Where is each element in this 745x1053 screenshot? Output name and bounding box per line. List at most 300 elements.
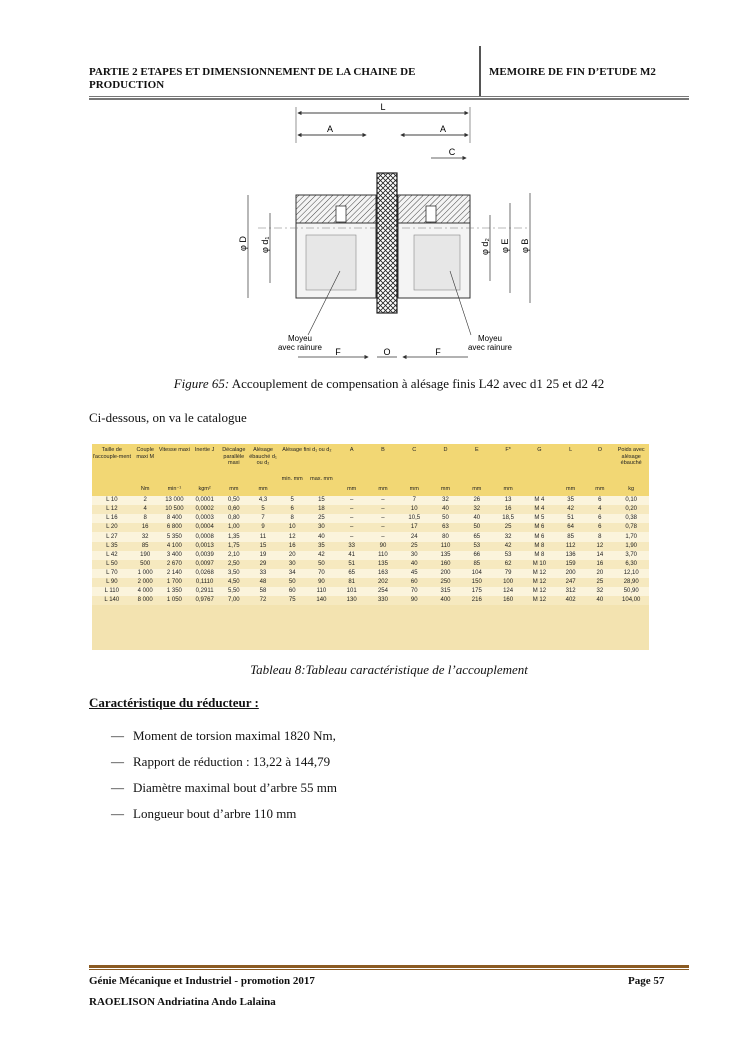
bullet-dash: — — [111, 728, 124, 743]
table-cell: 53 — [461, 542, 492, 551]
table-cell: 16 — [586, 560, 613, 569]
table-cell: 63 — [430, 523, 461, 532]
list-item — [111, 754, 337, 780]
header-rule-thick — [89, 98, 689, 100]
table-cell: 110 — [430, 542, 461, 551]
dim-label-F-right: F — [435, 347, 441, 357]
table-cell: – — [336, 514, 367, 523]
table-cell: 18 — [307, 505, 336, 514]
table-cell: 12,10 — [613, 569, 649, 578]
table-cell: 2,50 — [219, 560, 248, 569]
table-cell: 8 400 — [159, 514, 190, 523]
table-cell: – — [367, 505, 398, 514]
table-cell: 0,0268 — [190, 569, 219, 578]
unit-cell: mm — [461, 482, 492, 496]
table-cell: 1,75 — [219, 542, 248, 551]
table-cell: 50 — [430, 514, 461, 523]
table-cell: 51 — [555, 514, 586, 523]
table-cell: M 12 — [524, 578, 555, 587]
table-cell: 40 — [586, 596, 613, 605]
unit-cell: kg — [613, 482, 649, 496]
table-row — [92, 569, 649, 578]
table-cell: 163 — [367, 569, 398, 578]
table-cell: 28,90 — [613, 578, 649, 587]
table-cell: 5 — [248, 505, 277, 514]
table-cell: 10 — [399, 505, 430, 514]
table-cell: 30 — [307, 523, 336, 532]
table-row — [92, 542, 649, 551]
table-cell: L 42 — [92, 551, 132, 560]
table-cell: L 90 — [92, 578, 132, 587]
figure-caption-prefix: Figure 65: — [173, 376, 230, 391]
table-row — [92, 560, 649, 569]
list-item-text: Rapport de réduction : 13,22 à 144,79 — [133, 754, 331, 769]
table-cell: 0,0013 — [190, 542, 219, 551]
table-cell: 0,0039 — [190, 551, 219, 560]
header-cell: F* — [492, 444, 523, 482]
header-cell: E — [461, 444, 492, 482]
list-item-text: Diamètre maximal bout d’arbre 55 mm — [133, 780, 337, 795]
table-cell: 6 800 — [159, 523, 190, 532]
header-cell: D — [430, 444, 461, 482]
table-cell: 65 — [336, 569, 367, 578]
dim-label-B: φ B — [520, 238, 530, 253]
table-cell: 160 — [430, 560, 461, 569]
table-cell: 70 — [399, 587, 430, 596]
table-cell: – — [367, 496, 398, 505]
table-cell: 45 — [399, 569, 430, 578]
dim-label-d2: φ d₂ — [480, 238, 490, 255]
table-cell: 10,5 — [399, 514, 430, 523]
table-cell: 13 000 — [159, 496, 190, 505]
table-cell: 110 — [367, 551, 398, 560]
table-cell: 14 — [586, 551, 613, 560]
table-row — [92, 523, 649, 532]
table-cell: 20 — [586, 569, 613, 578]
table-cell: 48 — [248, 578, 277, 587]
table-cell: 41 — [336, 551, 367, 560]
table-cell: 110 — [307, 587, 336, 596]
table-cell: L 70 — [92, 569, 132, 578]
table-cell: 34 — [278, 569, 307, 578]
table-cell: 4 — [586, 505, 613, 514]
table-cell: 136 — [555, 551, 586, 560]
table-cell: L 50 — [92, 560, 132, 569]
table-cell: 40 — [307, 532, 336, 541]
table-cell: 5 350 — [159, 532, 190, 541]
table-cell: M 8 — [524, 551, 555, 560]
table-cell: – — [336, 496, 367, 505]
table-cell: 11 — [248, 532, 277, 541]
table-cell: 100 — [492, 578, 523, 587]
table-cell: 42 — [555, 505, 586, 514]
unit-cell: Nm — [132, 482, 159, 496]
table-row — [92, 578, 649, 587]
table-cell: 0,80 — [219, 514, 248, 523]
table-cell: 1 700 — [159, 578, 190, 587]
footer-program: Génie Mécanique et Industriel - promotion 2017 — [89, 975, 315, 987]
header-document-title: MEMOIRE DE FIN D’ETUDE M2 — [489, 66, 656, 78]
table-cell: 4,3 — [248, 496, 277, 505]
table-cell: 104,00 — [613, 596, 649, 605]
table-cell: 20 — [278, 551, 307, 560]
table-cell: L 140 — [92, 596, 132, 605]
table-cell: 202 — [367, 578, 398, 587]
table-cell: 112 — [555, 542, 586, 551]
table-cell: 140 — [307, 596, 336, 605]
table-cell: 32 — [430, 496, 461, 505]
figure-caption — [89, 376, 689, 392]
header-divider — [479, 46, 481, 96]
table-cell: 26 — [461, 496, 492, 505]
table-cell: 50 — [461, 523, 492, 532]
catalog-table-body — [92, 496, 649, 605]
dim-label-F-left: F — [335, 347, 341, 357]
table-cell: 10 500 — [159, 505, 190, 514]
unit-cell — [278, 482, 307, 496]
unit-cell: mm — [219, 482, 248, 496]
table-cell: 25 — [586, 578, 613, 587]
unit-cell — [307, 482, 336, 496]
unit-cell: mm — [367, 482, 398, 496]
catalog-table-container — [92, 444, 649, 650]
table-cell: 5 — [278, 496, 307, 505]
table-cell: 200 — [555, 569, 586, 578]
table-cell: 5,50 — [219, 587, 248, 596]
header-chapter-title: PARTIE 2 ETAPES ET DIMENSIONNEMENT DE LA CHAINE DE PRODUCTION — [89, 66, 416, 91]
table-cell: 0,38 — [613, 514, 649, 523]
table-cell: 6 — [586, 496, 613, 505]
header-cell: Poids avec alésage ébauché — [613, 444, 649, 482]
header-cell: Taille de l'accouple-ment — [92, 444, 132, 482]
unit-cell: mm — [336, 482, 367, 496]
table-cell: – — [367, 532, 398, 541]
table-cell: 30 — [399, 551, 430, 560]
table-cell: 15 — [248, 542, 277, 551]
table-cell: 135 — [430, 551, 461, 560]
table-cell: – — [367, 514, 398, 523]
table-cell: 2 670 — [159, 560, 190, 569]
table-cell: 70 — [307, 569, 336, 578]
table-cell: 12 — [586, 542, 613, 551]
unit-cell: mm — [492, 482, 523, 496]
unit-cell: min⁻¹ — [159, 482, 190, 496]
table-cell: 35 — [307, 542, 336, 551]
table-cell: M 8 — [524, 542, 555, 551]
list-item — [111, 806, 337, 832]
table-cell: 250 — [430, 578, 461, 587]
table-cell: L 110 — [92, 587, 132, 596]
table-cell: 3,50 — [219, 569, 248, 578]
subheader-cell: min. mm — [278, 456, 307, 482]
table-cell: 81 — [336, 578, 367, 587]
table-cell: 7 — [399, 496, 430, 505]
table-row — [92, 532, 649, 541]
table-cell: 500 — [132, 560, 159, 569]
table-cell: 159 — [555, 560, 586, 569]
table-cell: 90 — [307, 578, 336, 587]
footer-page-number: Page 57 — [628, 975, 665, 987]
table-cell: 60 — [278, 587, 307, 596]
unit-cell: mm — [555, 482, 586, 496]
unit-cell: mm — [586, 482, 613, 496]
table-cell: 80 — [430, 532, 461, 541]
table-cell: 72 — [248, 596, 277, 605]
table-cell: – — [336, 505, 367, 514]
table-cell: 1 050 — [159, 596, 190, 605]
table-cell: 51 — [336, 560, 367, 569]
table-cell: 190 — [132, 551, 159, 560]
dim-label-C: C — [448, 147, 456, 157]
header-cell: G — [524, 444, 555, 482]
table-cell: 32 — [586, 587, 613, 596]
table-cell: 19 — [248, 551, 277, 560]
table-cell: 35 — [555, 496, 586, 505]
table-cell: 6,30 — [613, 560, 649, 569]
subheader-cell: max. mm — [307, 456, 336, 482]
header-rule — [89, 96, 689, 97]
table-cell: 150 — [461, 578, 492, 587]
table-cell: 402 — [555, 596, 586, 605]
table-cell: – — [336, 523, 367, 532]
table-cell: 13 — [492, 496, 523, 505]
table-cell: 15 — [307, 496, 336, 505]
table-cell: 104 — [461, 569, 492, 578]
table-cell: 30 — [278, 560, 307, 569]
footer-rule-thick — [89, 965, 689, 968]
table-cell: 0,9767 — [190, 596, 219, 605]
dim-label-d1: φ d₁ — [260, 236, 270, 253]
table-cell: 0,0004 — [190, 523, 219, 532]
dim-label-L: L — [380, 103, 386, 112]
table-cell: 33 — [248, 569, 277, 578]
footer-author: RAOELISON Andriatina Ando Lalaina — [89, 996, 276, 1008]
table-cell: M 6 — [524, 532, 555, 541]
table-row — [92, 587, 649, 596]
table-cell: 12 — [278, 532, 307, 541]
table-cell: 9 — [248, 523, 277, 532]
table-cell: 16 — [132, 523, 159, 532]
table-cell: 130 — [336, 596, 367, 605]
header-cell: Alésage ébauché d₁ ou d₂ — [248, 444, 277, 482]
table-cell: L 12 — [92, 505, 132, 514]
dim-label-E: φ E — [500, 238, 510, 253]
unit-cell: mm — [399, 482, 430, 496]
table-row — [92, 551, 649, 560]
header-cell: O — [586, 444, 613, 482]
hub-label-left-line2: avec rainure — [277, 343, 323, 352]
table-cell: 2,10 — [219, 551, 248, 560]
table-cell: 33 — [336, 542, 367, 551]
bullet-dash: — — [111, 806, 124, 821]
table-cell: M 12 — [524, 569, 555, 578]
table-cell: 2 140 — [159, 569, 190, 578]
table-cell: 85 — [461, 560, 492, 569]
list-item — [111, 728, 337, 754]
hub-label-right-line2: avec rainure — [467, 343, 513, 352]
table-cell: 0,0003 — [190, 514, 219, 523]
table-cell: 4 000 — [132, 587, 159, 596]
reducer-characteristics-list — [111, 728, 337, 832]
table-cell: 0,0001 — [190, 496, 219, 505]
table-cell: 85 — [555, 532, 586, 541]
header-cell: C — [399, 444, 430, 482]
table-cell: 32 — [132, 532, 159, 541]
table-cell: 50 — [278, 578, 307, 587]
table-cell: 60 — [399, 578, 430, 587]
header-cell: Inertie J — [190, 444, 219, 482]
list-item-text: Moment de torsion maximal 1820 Nm, — [133, 728, 336, 743]
table-cell: 0,10 — [613, 496, 649, 505]
table-cell: 29 — [248, 560, 277, 569]
header-cell: L — [555, 444, 586, 482]
dim-label-D: φ D — [238, 236, 248, 251]
header-cell: Vitesse maxi — [159, 444, 190, 482]
unit-cell — [92, 482, 132, 496]
table-cell: 66 — [461, 551, 492, 560]
table-header-row — [92, 444, 649, 456]
footer-rule — [89, 969, 689, 970]
table-cell: 330 — [367, 596, 398, 605]
table-cell: 10 — [278, 523, 307, 532]
table-cell: 400 — [430, 596, 461, 605]
table-cell: 200 — [430, 569, 461, 578]
dim-label-A-right: A — [439, 124, 447, 134]
table-cell: 42 — [492, 542, 523, 551]
table-cell: 64 — [555, 523, 586, 532]
bullet-dash: — — [111, 780, 124, 795]
table-cell: 0,0008 — [190, 532, 219, 541]
table-cell: 53 — [492, 551, 523, 560]
table-cell: 312 — [555, 587, 586, 596]
table-cell: 135 — [367, 560, 398, 569]
table-caption: Tableau 8:Tableau caractéristique de l’accouplement — [250, 662, 528, 677]
table-cell: 58 — [248, 587, 277, 596]
table-cell: 1 350 — [159, 587, 190, 596]
hub-label-right-line1: Moyeu — [477, 334, 503, 343]
table-cell: 50 — [307, 560, 336, 569]
table-cell: M 4 — [524, 496, 555, 505]
table-cell: 101 — [336, 587, 367, 596]
table-cell: M 4 — [524, 505, 555, 514]
table-cell: 65 — [461, 532, 492, 541]
header-cell: Couple maxi M — [132, 444, 159, 482]
table-cell: 25 — [307, 514, 336, 523]
catalog-table — [92, 444, 649, 605]
header-cell: B — [367, 444, 398, 482]
table-cell: 16 — [278, 542, 307, 551]
table-cell: 3,70 — [613, 551, 649, 560]
table-cell: 90 — [399, 596, 430, 605]
table-cell: – — [336, 532, 367, 541]
list-item — [111, 780, 337, 806]
table-cell: 79 — [492, 569, 523, 578]
table-cell: 90 — [367, 542, 398, 551]
table-cell: 42 — [307, 551, 336, 560]
table-cell: M 6 — [524, 523, 555, 532]
table-row — [92, 496, 649, 505]
table-cell: 1,90 — [613, 542, 649, 551]
table-cell: 2 000 — [132, 578, 159, 587]
table-cell: 0,20 — [613, 505, 649, 514]
table-cell: 4,50 — [219, 578, 248, 587]
table-cell: 75 — [278, 596, 307, 605]
table-cell: 0,0002 — [190, 505, 219, 514]
table-cell: 0,0097 — [190, 560, 219, 569]
table-cell: 4 — [132, 505, 159, 514]
table-cell: 0,50 — [219, 496, 248, 505]
header-cell: A — [336, 444, 367, 482]
table-cell: 18,5 — [492, 514, 523, 523]
table-cell: 32 — [492, 532, 523, 541]
unit-cell: mm — [248, 482, 277, 496]
table-cell: 2 — [132, 496, 159, 505]
bullet-dash: — — [111, 754, 124, 769]
table-cell: 7,00 — [219, 596, 248, 605]
table-cell: 4 100 — [159, 542, 190, 551]
unit-cell: kgm² — [190, 482, 219, 496]
table-cell: 8 — [132, 514, 159, 523]
list-item-text: Longueur bout d’arbre 110 mm — [133, 806, 297, 821]
hub-label-left-line1: Moyeu — [287, 334, 313, 343]
table-cell: 50,90 — [613, 587, 649, 596]
table-cell: 62 — [492, 560, 523, 569]
table-row — [92, 596, 649, 605]
table-cell: 16 — [492, 505, 523, 514]
table-cell: 8 — [278, 514, 307, 523]
table-cell: 40 — [430, 505, 461, 514]
dim-label-A-left: A — [326, 124, 334, 134]
header-cell: Décalage parallèle maxi — [219, 444, 248, 482]
table-cell: 17 — [399, 523, 430, 532]
intro-text: Ci-dessous, on va le catalogue — [89, 410, 247, 425]
coupling-technical-drawing — [238, 103, 545, 365]
section-title-reducer: Caractéristique du réducteur : — [89, 695, 259, 710]
table-units-row — [92, 482, 649, 496]
table-cell: 216 — [461, 596, 492, 605]
unit-cell — [524, 482, 555, 496]
table-cell: 254 — [367, 587, 398, 596]
table-cell: – — [367, 523, 398, 532]
table-cell: 0,2911 — [190, 587, 219, 596]
table-cell: 24 — [399, 532, 430, 541]
table-cell: M 10 — [524, 560, 555, 569]
table-cell: L 20 — [92, 523, 132, 532]
table-row — [92, 514, 649, 523]
table-cell: 1,35 — [219, 532, 248, 541]
table-cell: 25 — [399, 542, 430, 551]
table-cell: 175 — [461, 587, 492, 596]
unit-cell: mm — [430, 482, 461, 496]
table-cell: 3 400 — [159, 551, 190, 560]
table-cell: 160 — [492, 596, 523, 605]
table-cell: 6 — [586, 523, 613, 532]
table-cell: 40 — [461, 514, 492, 523]
table-cell: M 12 — [524, 596, 555, 605]
table-cell: 25 — [492, 523, 523, 532]
dim-label-O: O — [383, 347, 391, 357]
table-cell: L 16 — [92, 514, 132, 523]
table-cell: L 35 — [92, 542, 132, 551]
table-cell: 6 — [586, 514, 613, 523]
table-cell: 0,60 — [219, 505, 248, 514]
table-cell: 0,1110 — [190, 578, 219, 587]
table-cell: 8 000 — [132, 596, 159, 605]
table-cell: 8 — [586, 532, 613, 541]
table-cell: 32 — [461, 505, 492, 514]
table-cell: 40 — [399, 560, 430, 569]
figure-caption-text: Accouplement de compensation à alésage finis L42 avec d1 25 et d2 42 — [229, 376, 605, 391]
